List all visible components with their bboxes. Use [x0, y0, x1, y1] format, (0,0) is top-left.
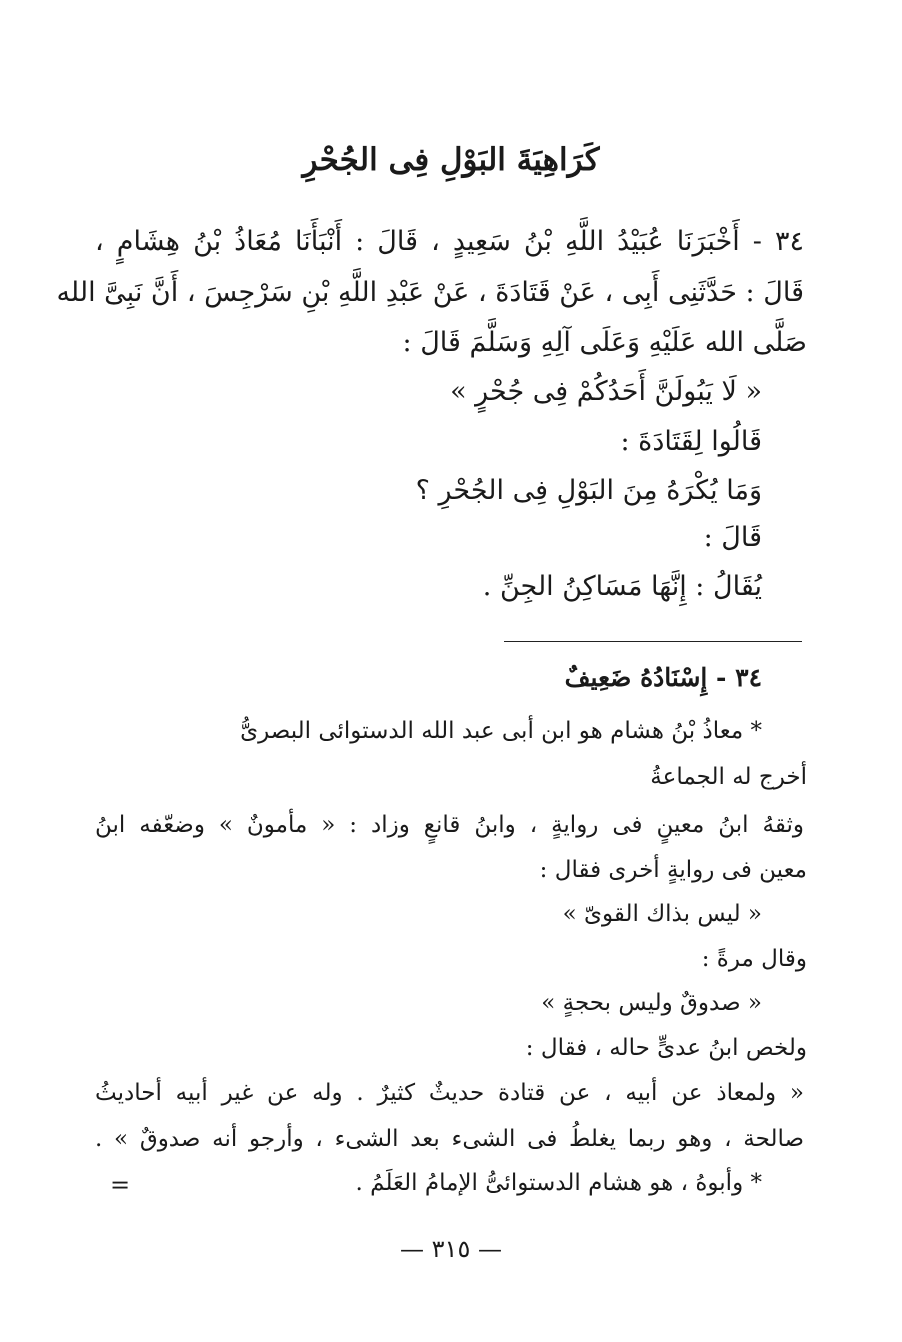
- footnote-line-5: « ليس بذاك القوىّ »: [562, 901, 762, 927]
- footnote-line-2: أخرج له الجماعةُ: [650, 764, 807, 790]
- footnote-line-1: * معاذُ بْنُ هشام هو ابن أبى عبد الله الدستوائى البصرىُّ: [240, 718, 762, 744]
- hadith-line-2: قَالَ : حَدَّثَنِى أَبِى ، عَنْ قَتَادَةَ ، عَنْ عَبْدِ اللَّهِ بْنِ سَرْجِسَ ، أَنَّ نَبِىَّ الله: [56, 277, 804, 308]
- footnote-line-6: وقال مرةً :: [701, 946, 807, 972]
- footnote-line-9: « ولمعاذ عن أبيه ، عن قتادة حديثٌ كثيرٌ . وله عن غير أبيه أحاديثُ: [95, 1080, 804, 1106]
- footnote-line-3: وثقهُ ابنُ معينٍ فى روايةٍ ، وابنُ قانعٍ وزاد : « مأمونٌ » وضعّفه ابنُ: [95, 812, 804, 838]
- hadith-line-4: « لَا يَبُولَنَّ أَحَدُكُمْ فِى جُحْرٍ »: [450, 376, 762, 407]
- hadith-line-6: وَمَا يُكْرَهُ مِنَ البَوْلِ فِى الجُحْرِ ؟: [415, 475, 762, 506]
- footnote-heading: ٣٤ - إِسْنَادُهُ ضَعِيفٌ: [564, 663, 762, 692]
- footnote-separator: [504, 641, 802, 642]
- footnote-line-4: معين فى روايةٍ أخرى فقال :: [539, 857, 807, 883]
- hadith-line-3: صَلَّى الله عَلَيْهِ وَعَلَى آلِهِ وَسَلَّمَ قَالَ :: [402, 327, 807, 358]
- page-number: — ٣١٥ —: [400, 1235, 502, 1263]
- hadith-line-5: قَالُوا لِقَتَادَةَ :: [620, 426, 762, 457]
- footnote-line-8: ولخص ابنُ عدىٍّ حاله ، فقال :: [525, 1035, 807, 1061]
- footnote-line-7: « صدوقٌ وليس بحجةٍ »: [541, 990, 762, 1016]
- hadith-line-7: قَالَ :: [703, 522, 762, 553]
- chapter-title: كَرَاهِيَةَ البَوْلِ فِى الجُحْرِ: [302, 142, 600, 178]
- footnote-line-10: صالحة ، وهو ربما يغلطُ فى الشىء بعد الشىء ، وأرجو أنه صدوقٌ » .: [95, 1126, 804, 1152]
- hadith-line-8: يُقَالُ : إِنَّهَا مَسَاكِنُ الجِنِّ .: [482, 571, 762, 602]
- hadith-line-1: ٣٤ - أَخْبَرَنَا عُبَيْدُ اللَّهِ بْنُ سَعِيدٍ ، قَالَ : أَنْبَأَنَا مُعَاذُ بْنُ هِشَامٍ ،: [95, 226, 804, 257]
- continuation-mark: =: [110, 1171, 131, 1199]
- footnote-line-11: * وأبوهُ ، هو هشام الدستوائىُّ الإمامُ العَلَمُ .: [355, 1170, 762, 1196]
